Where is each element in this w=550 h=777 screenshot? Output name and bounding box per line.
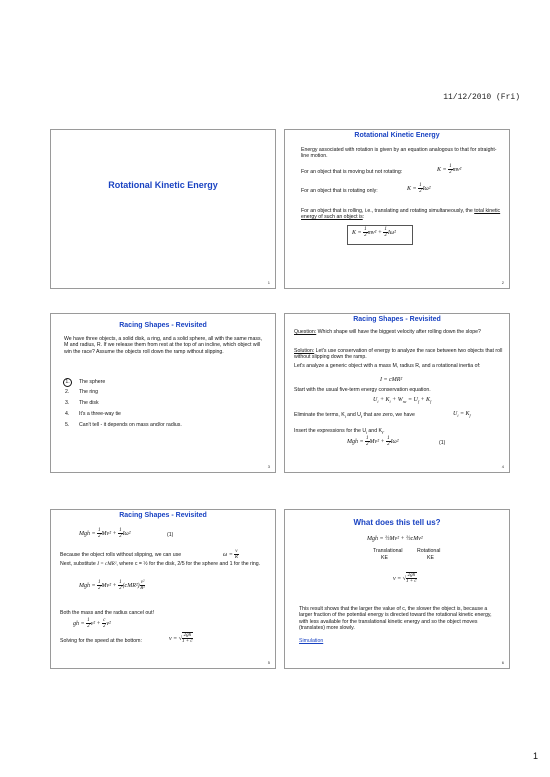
slide-5-number: 5	[267, 660, 270, 665]
slide-5-next-b: , where c = ½ for the disk, 2/5 for the sphere and 1 for the ring.	[116, 561, 261, 567]
slide-5	[50, 509, 276, 669]
slide-3-option-5	[65, 422, 182, 428]
slide-3-number: 3	[267, 464, 270, 469]
page-number: 1	[532, 751, 538, 761]
slide-4-solution	[294, 348, 506, 361]
slide-4-solution-text: Let's use conservation of energy to analyze the race between two objects that roll without slipping down the ramp.	[294, 348, 503, 361]
slide-4-insert-b: and K	[366, 428, 382, 434]
slide-3-option-4-number: 4.	[65, 411, 70, 417]
slide-3-option-1-number: 1.	[63, 378, 72, 387]
slide-4-insert-a: Insert the expressions for the U	[294, 428, 367, 434]
slide-4-insert: Insert the expressions for the $U_i$ and $K_f$.	[294, 428, 385, 436]
slide-4-eq-inertia: I = cMR²	[380, 377, 403, 383]
slide-6-label-ke-1: KE	[381, 555, 388, 561]
slide-3-option-1-text: The sphere	[79, 379, 106, 385]
slide-3-option-1	[65, 378, 105, 387]
slide-3-option-3	[65, 400, 99, 406]
slide-3-option-2-text: The ring	[79, 389, 99, 395]
slide-2-number: 2	[501, 280, 504, 285]
slide-5-eq-omega: ω = $\frac{v}{R}$	[223, 549, 238, 560]
slide-5-next-a: Next, substitute	[60, 561, 96, 567]
slide-4-question-text: Which shape will have the biggest velocity after rolling down the slope?	[316, 329, 481, 335]
slide-5-eq-mgh: Mgh = $\frac{1}{2}$ Mv² + $\frac{1}{2}$ Iω²	[79, 528, 131, 539]
slide-2-rolling-part1: For an object that is rolling, i.e., translating and rotating simultaneously, the	[301, 208, 475, 214]
slide-2-line-translating: For an object that is moving but not rotating:	[301, 169, 403, 175]
slide-6-label-rotational: Rotational	[417, 548, 441, 554]
slide-4-eliminate-c: that are zero, we have	[362, 412, 415, 418]
slide-4-eliminate-b: and U	[345, 412, 361, 418]
slide-2-eq-total-ke: K = $\frac{1}{2}$ mv² + $\frac{1}{2}$ Iω²	[352, 227, 396, 238]
slide-4-eq-number: (1)	[439, 440, 446, 446]
slide-5-title: Racing Shapes - Revisited	[119, 512, 207, 519]
slide-2-line-rolling	[301, 208, 501, 221]
slide-6-number: 6	[501, 660, 504, 665]
slide-5-eq-gh: gh = $\frac{1}{2}$ v² + $\frac{c}{2}$ v²	[73, 618, 111, 629]
slide-5-eq-inertia: I = cMR²	[97, 561, 117, 567]
slide-5-cancel: Both the mass and the radius cancel out!	[60, 610, 155, 616]
slide-6-label-translational: Translational	[373, 548, 403, 554]
slide-3-option-3-number: 3.	[65, 400, 70, 406]
slide-2	[284, 129, 510, 289]
slide-3-option-4-text: It's a three-way tie	[79, 411, 121, 417]
slide-4-title: Racing Shapes - Revisited	[353, 316, 441, 323]
slide-4-eq-ui-kf: $U_i = K_f$	[453, 411, 471, 419]
slide-4-start: Start with the usual five-term energy conservation equation.	[294, 387, 431, 393]
slide-3-option-3-text: The disk	[79, 400, 99, 406]
slide-4-solution-label: Solution:	[294, 348, 315, 354]
slide-2-intro: Energy associated with rotation is given by an equation analogous to that for straight-line motion.	[301, 147, 497, 160]
slide-3-option-5-text: Can't tell - it depends on mass and/or radius.	[79, 422, 182, 428]
slide-4-eliminate-a: Eliminate the terms, K	[294, 412, 345, 418]
slide-4-question	[294, 329, 506, 335]
slide-5-solving: Solving for the speed at the bottom:	[60, 638, 142, 644]
slide-4-eq-mgh: Mgh = $\frac{1}{2}$ Mv² + $\frac{1}{2}$ Iω²	[347, 436, 399, 447]
slide-3-title: Racing Shapes - Revisited	[119, 322, 207, 329]
slide-3-option-2-number: 2.	[65, 389, 70, 395]
slide-6-simulation-link[interactable]: Simulation	[299, 638, 324, 644]
slide-4-analyze: Let's analyze a generic object with a mass M, radius R, and a rotational inertia of:	[294, 363, 481, 369]
slide-1	[50, 129, 276, 289]
slide-3-option-4	[65, 411, 121, 417]
slide-2-rolling-part2: total kinetic energy of such an object is	[301, 208, 501, 221]
slide-4-eq-energy-conservation: $U_i + K_i + W_{nc} = U_f + K_f$	[373, 397, 432, 405]
slide-5-eq-speed: v = √ $\frac{2gh}{1 + c}$	[169, 633, 193, 644]
slide-3	[50, 313, 276, 473]
slide-2-title: Rotational Kinetic Energy	[354, 132, 440, 139]
slide-5-eq-substituted: Mgh = $\frac{1}{2}$ Mv² + $\frac{1}{2}$ (cMR²) $\frac{\text{v²}}{\text{R²}}$	[79, 580, 145, 591]
slide-2-eq-rotational-ke: K = $\frac{1}{2}$ Iω²	[407, 183, 431, 194]
slide-3-option-2	[65, 389, 98, 395]
slide-3-intro: We have three objects, a solid disk, a ring, and a solid sphere, all with the same mass, M and radius, R. If we release them from rest at the top of an incline, which object will win the race? Assume the objects roll down the ramp without slipping.	[64, 336, 262, 355]
slide-6-body: This result shows that the larger the value of c, the slower the object is, because a larger fraction of the potential energy is directed toward the rotational kinetic energy, with less available for the translational kinetic energy and so the object moves (translates) more slowly.	[299, 606, 492, 632]
slide-4	[284, 313, 510, 473]
slide-3-option-5-number: 5.	[65, 422, 70, 428]
slide-2-eq-translational-ke: K = $\frac{1}{2}$ mv²	[437, 164, 462, 175]
slide-4-number: 4	[501, 464, 504, 469]
slide-6-eq-top: Mgh = ½Mv² + ½cMv²	[367, 536, 423, 542]
slide-6-label-ke-2: KE	[427, 555, 434, 561]
slide-5-next	[60, 561, 270, 567]
slide-1-title: Rotational Kinetic Energy	[108, 180, 218, 190]
slide-1-number: 1	[267, 280, 270, 285]
slide-6-title: What does this tell us?	[353, 518, 441, 527]
slide-6	[284, 509, 510, 669]
slide-5-because: Because the object rolls without slipping, we can use	[60, 552, 182, 558]
slide-4-question-label: Question:	[294, 329, 317, 335]
slide-4-insert-c: .	[383, 428, 385, 434]
slide-4-eliminate: Eliminate the terms, $K_i$ and $U_f$ that are zero, we have	[294, 412, 415, 420]
slide-6-eq-speed: v = √ $\frac{2gh}{1 + c}$	[393, 573, 417, 584]
slide-2-rolling-part3: :	[362, 214, 365, 221]
slide-2-line-rotating: For an object that is rotating only:	[301, 188, 378, 194]
print-date: 11/12/2010 (Fri)	[443, 93, 520, 102]
slide-5-eq-number: (1)	[167, 532, 174, 538]
